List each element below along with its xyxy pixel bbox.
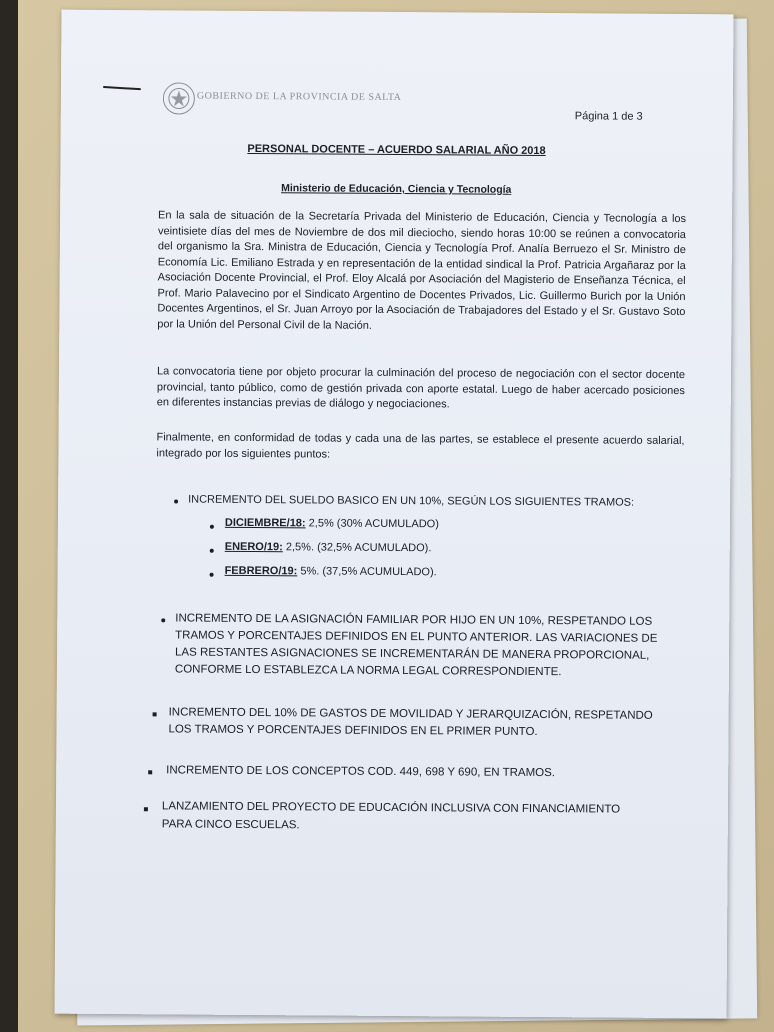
point-5-line-1: LANZAMIENTO DEL PROYECTO DE EDUCACIÓN INCLUSIVA CON FINANCIAMIENTO: [161, 800, 621, 816]
sub-bullet-3: [210, 573, 214, 577]
document-page: [55, 10, 734, 1019]
sub-bullet-2: [210, 549, 214, 553]
tramo-2: [225, 541, 432, 554]
document-title: PERSONAL DOCENTE – ACUERDO SALARIAL AÑO 2018: [247, 142, 546, 158]
final-paragraph: Finalmente, en conformidad de todas y cada una de las partes, se establece el presente acuerdo salarial, integrado por los siguientes puntos:: [156, 431, 685, 461]
bullet-point-1: [174, 499, 178, 503]
intro-paragraph: En la sala de situación de la Secretaría Privada del Ministerio de Educación, Ciencia y Tecnología a los veintisiete días del mes de Noviembre de dos mil dieciocho, siendo horas 10:00 se reúnen a convocatoria del organismo la Sra. Ministra de Educación, Ciencia y Tecnología Prof. Analía Berruezo el Sr. Ministro de Economía Lic. Emiliano Estrada y en representación de la entidad sindical la Prof. Patricia Argañaraz por la Asociación Docente Provincial, el Prof. Eloy Alcalá por Asociación del Magisterio de Enseñanza Técnica, el Prof. Mario Palavecino por el Sindicato Argentino de Docentes Privados, Lic. Guillermo Burich por la Unión Docentes Argentinos, el Sr. Juan Arroyo por la Asociación de Trabajadores del Estado y el Sr. Gustavo Soto por la Unión del Personal Civil de la Nación.: [157, 209, 687, 332]
bullet-point-2: [161, 618, 165, 622]
tramo-3-label: FEBRERO/19:: [224, 564, 298, 578]
point-3-line-2: LOS TRAMOS Y PORCENTAJES DEFINIDOS EN EL PRIMER PUNTO.: [168, 723, 538, 739]
page-number: Página 1 de 3: [574, 110, 643, 123]
government-letterhead: GOBIERNO DE LA PROVINCIA DE SALTA: [196, 90, 402, 104]
tramo-2-label: ENERO/19:: [224, 540, 283, 554]
tramo-1-label: DICIEMBRE/18:: [224, 516, 306, 530]
point-5-line-2: PARA CINCO ESCUELAS.: [161, 818, 300, 832]
bullet-point-5: [144, 807, 148, 811]
tramo-3-text: 5%. (37,5% ACUMULADO).: [300, 565, 437, 579]
point-4-text: INCREMENTO DE LOS CONCEPTOS COD. 449, 698 Y 690, EN TRAMOS.: [166, 764, 556, 780]
pen-mark: [103, 86, 141, 90]
point-2-line-3: LAS RESTANTES ASIGNACIONES SE INCREMENTARÁN DE MANERA PROPORCIONAL,: [174, 646, 650, 662]
tramo-3: [225, 565, 437, 578]
bullet-point-4: [148, 770, 152, 774]
purpose-paragraph: La convocatoria tiene por objeto procurar la culminación del proceso de negociación con el sector docente provincial, tanto público, como de gestión privada con aporte estatal. Luego de haber acercado posiciones en diferentes instancias previas de diálogo y negociaciones.: [156, 365, 686, 411]
point-1-text: INCREMENTO DEL SUELDO BASICO EN UN 10%, SEGÚN LOS SIGUIENTES TRAMOS:: [188, 493, 635, 509]
provincial-seal-icon: [163, 82, 195, 114]
point-2-line-1: INCREMENTO DE LA ASIGNACIÓN FAMILIAR POR HIJO EN UN 10%, RESPETANDO LOS: [175, 612, 653, 628]
ministry-subtitle: Ministerio de Educación, Ciencia y Tecnología: [281, 182, 512, 196]
point-3-line-1: INCREMENTO DEL 10% DE GASTOS DE MOVILIDAD Y JERARQUIZACIÓN, RESPETANDO: [168, 706, 653, 722]
tramo-1-text: 2,5% (30% ACUMULADO): [308, 517, 439, 531]
point-2-line-4: CONFORME LO ESTABLEZCA LA NORMA LEGAL CORRESPONDIENTE.: [174, 663, 562, 679]
point-2-line-2: TRAMOS Y PORCENTAJES DEFINIDOS EN EL PUNTO ANTERIOR. LAS VARIACIONES DE: [175, 629, 658, 645]
sub-bullet-1: [210, 525, 214, 529]
bullet-point-3: [153, 712, 157, 716]
tramo-2-text: 2,5%. (32,5% ACUMULADO).: [285, 541, 432, 555]
tramo-1: [225, 517, 439, 530]
